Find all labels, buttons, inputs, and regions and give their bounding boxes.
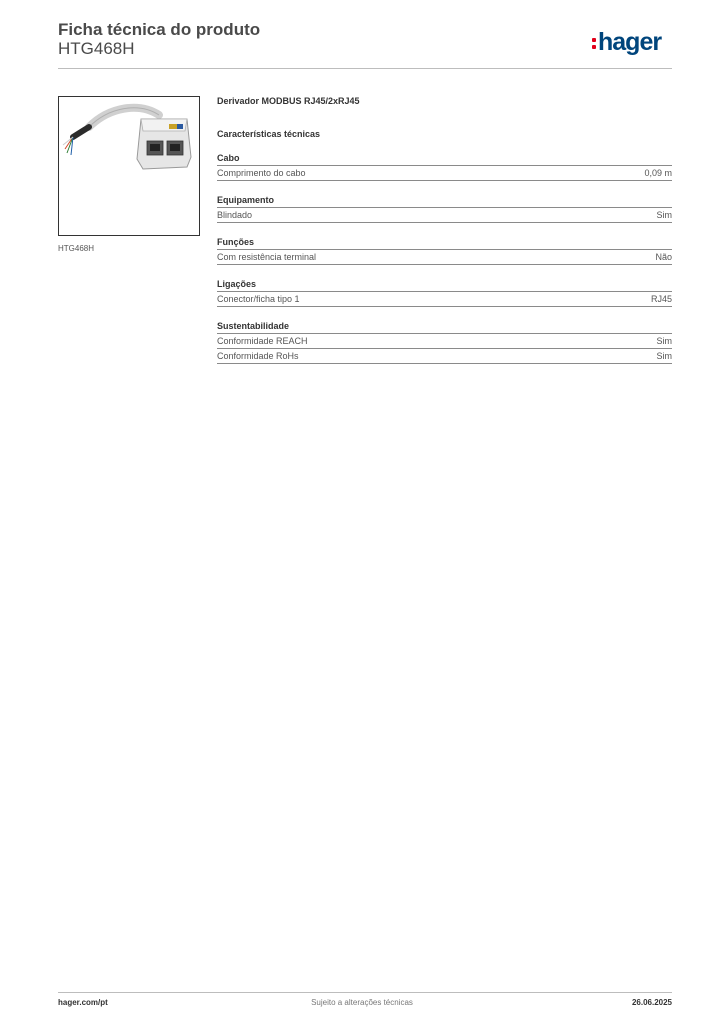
spec-group-title: Ligações [217, 279, 672, 292]
hager-logo [592, 26, 661, 58]
spec-row [217, 334, 672, 349]
footer-website-link[interactable]: hager.com/pt [58, 998, 108, 1007]
spec-value: Não [655, 252, 672, 262]
footer-date: 26.06.2025 [631, 998, 672, 1007]
spec-label: Conector/ficha tipo 1 [217, 294, 300, 304]
spec-value: Sim [656, 210, 672, 220]
spec-row [217, 166, 672, 181]
spec-group-sustentabilidade [217, 321, 672, 364]
product-name: Derivador MODBUS RJ45/2xRJ45 [217, 96, 360, 106]
spec-row [217, 208, 672, 223]
spec-group-title: Cabo [217, 153, 672, 166]
spec-value: Sim [656, 336, 672, 346]
spec-label: Blindado [217, 210, 253, 220]
spec-group-funcoes [217, 237, 672, 265]
spec-label: Conformidade RoHs [217, 351, 299, 361]
section-heading: Características técnicas [217, 129, 321, 139]
image-caption: HTG468H [58, 244, 95, 253]
rj45-splitter-icon [59, 97, 199, 235]
spec-group-title: Sustentabilidade [217, 321, 672, 334]
spec-label: Conformidade REACH [217, 336, 308, 346]
spec-row [217, 349, 672, 364]
spec-row [217, 250, 672, 265]
header-divider [58, 68, 672, 69]
spec-group-title: Funções [217, 237, 672, 250]
logo-dots-icon [592, 38, 596, 49]
product-details [217, 96, 672, 364]
spec-value: RJ45 [650, 294, 672, 304]
spec-label: Com resistência terminal [217, 252, 317, 262]
spec-group-cabo [217, 153, 672, 181]
footer-divider [58, 992, 672, 993]
spec-group-title: Equipamento [217, 195, 672, 208]
spec-value: Sim [656, 351, 672, 361]
product-image [58, 96, 200, 236]
footer-note: Sujeito a alterações técnicas [311, 998, 413, 1007]
spec-row [217, 292, 672, 307]
logo-text: hager [598, 27, 662, 56]
product-code: HTG468H [58, 39, 135, 58]
spec-value: 0,09 m [644, 168, 672, 178]
spec-group-equipamento [217, 195, 672, 223]
spec-label: Comprimento do cabo [217, 168, 306, 178]
spec-group-ligacoes [217, 279, 672, 307]
page-title: Ficha técnica do produto [58, 20, 261, 39]
